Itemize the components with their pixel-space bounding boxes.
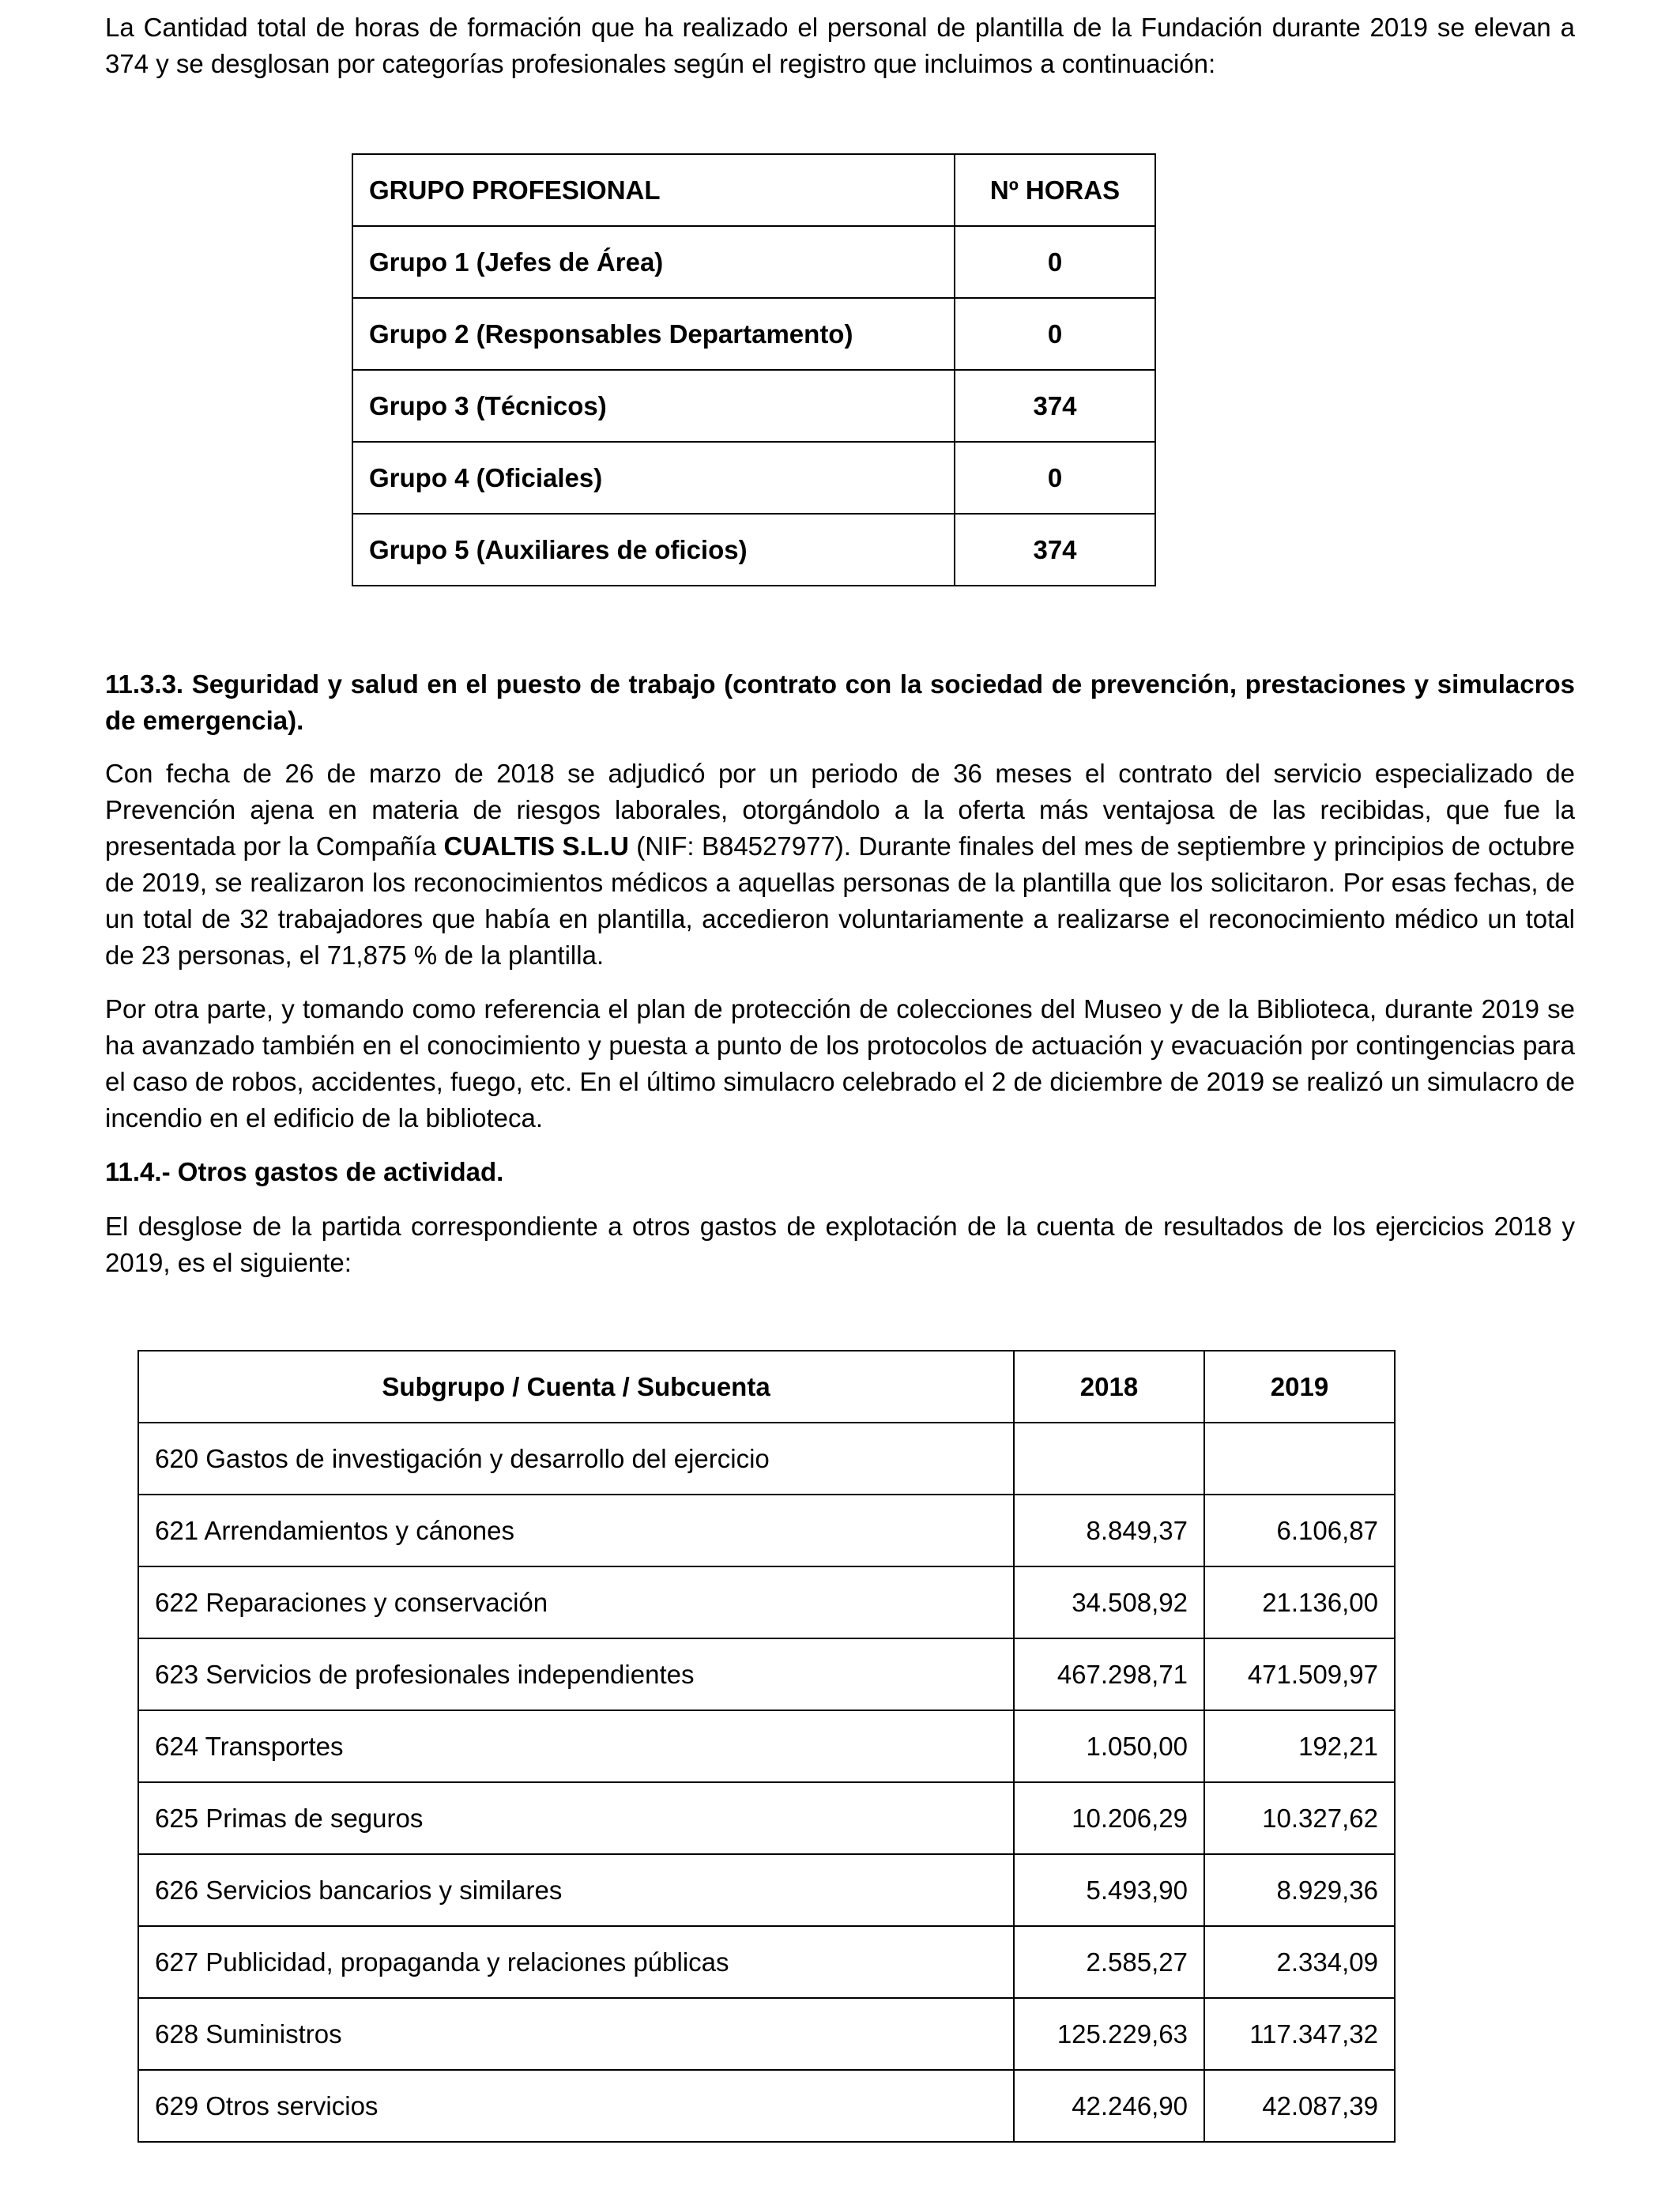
value-2018-cell: 42.246,90 [1014, 2070, 1204, 2142]
account-cell: 620 Gastos de investigación y desarrollo del ejercicio [138, 1423, 1014, 1495]
table-row [138, 1566, 1395, 1638]
intro-paragraph: La Cantidad total de horas de formación que ha realizado el personal de plantilla de la Fundación durante 2019 se elevan a 374 y se desglosan por categorías profesionales según el registro que incluimos a continuación: [105, 13, 1575, 78]
table-row [138, 1926, 1395, 1998]
p1-text-before: Con fecha de 26 de marzo de 2018 se adjudicó por un periodo de 36 meses el contrato del servicio especializado de Prevención ajena en materia de riesgos laborales, otorgándolo a la oferta más ventajosa de las recibidas, que fue la presentada por la Compañía [105, 759, 1575, 861]
value-2019-cell: 42.087,39 [1204, 2070, 1395, 2142]
account-cell: 621 Arrendamientos y cánones [138, 1495, 1014, 1566]
value-2019-cell: 10.327,62 [1204, 1782, 1395, 1854]
group-cell: Grupo 5 (Auxiliares de oficios) [352, 514, 955, 586]
header-2019: 2019 [1204, 1351, 1395, 1423]
header-subgrupo: Subgrupo / Cuenta / Subcuenta [138, 1351, 1014, 1423]
value-2018-cell [1014, 1423, 1204, 1495]
value-2019-cell: 6.106,87 [1204, 1495, 1395, 1566]
table-row [138, 1423, 1395, 1495]
value-2018-cell: 1.050,00 [1014, 1710, 1204, 1782]
value-2018-cell: 2.585,27 [1014, 1926, 1204, 1998]
expenses-intro-paragraph: El desglose de la partida correspondiente a otros gastos de explotación de la cuenta de resultados de los ejercicios 2018 y 2019, es el siguiente: [105, 1212, 1575, 1277]
account-cell: 628 Suministros [138, 1998, 1014, 2070]
p1-text-after: (NIF: B84527977). Durante finales del mes de septiembre y principios de octubre de 2019, se realizaron los reconocimientos médicos a aquellas personas de la plantilla que los solicitaron. Por esas fechas, de un total de 32 trabajadores que había en plantilla, accedieron voluntariamente a realizarse el reconocimiento médico un total de 23 personas, el 71,875 % de la plantilla. [105, 831, 1576, 970]
account-cell: 626 Servicios bancarios y similares [138, 1854, 1014, 1926]
account-cell: 625 Primas de seguros [138, 1782, 1014, 1854]
value-2019-cell [1204, 1423, 1395, 1495]
table-row [352, 514, 1155, 586]
table-row [352, 298, 1155, 370]
account-cell: 622 Reparaciones y conservación [138, 1566, 1014, 1638]
table-row [138, 1710, 1395, 1782]
table-row [138, 1782, 1395, 1854]
table-header-row [138, 1351, 1395, 1423]
account-cell: 627 Publicidad, propaganda y relaciones públicas [138, 1926, 1014, 1998]
section-11-4-heading: 11.4.- Otros gastos de actividad. [105, 1157, 504, 1186]
account-cell: 624 Transportes [138, 1710, 1014, 1782]
account-cell: 629 Otros servicios [138, 2070, 1014, 2142]
value-2018-cell: 125.229,63 [1014, 1998, 1204, 2070]
table-row [138, 2070, 1395, 2142]
hours-cell: 0 [955, 442, 1155, 514]
company-name: CUALTIS S.L.U [443, 831, 629, 861]
value-2018-cell: 34.508,92 [1014, 1566, 1204, 1638]
header-horas: Nº HORAS [955, 154, 1155, 226]
group-cell: Grupo 1 (Jefes de Área) [352, 226, 955, 298]
value-2019-cell: 192,21 [1204, 1710, 1395, 1782]
value-2019-cell: 117.347,32 [1204, 1998, 1395, 2070]
training-hours-table [352, 153, 1156, 586]
table-row [352, 370, 1155, 442]
table-row [352, 442, 1155, 514]
hours-cell: 0 [955, 226, 1155, 298]
section-11-3-3-heading: 11.3.3. Seguridad y salud en el puesto de trabajo (contrato con la sociedad de prevención, prestaciones y simulacros de emergencia). [105, 669, 1575, 735]
value-2018-cell: 5.493,90 [1014, 1854, 1204, 1926]
account-cell: 623 Servicios de profesionales independientes [138, 1638, 1014, 1710]
value-2019-cell: 21.136,00 [1204, 1566, 1395, 1638]
table-row [138, 1854, 1395, 1926]
hours-cell: 374 [955, 370, 1155, 442]
group-cell: Grupo 4 (Oficiales) [352, 442, 955, 514]
value-2019-cell: 2.334,09 [1204, 1926, 1395, 1998]
table-row [138, 1998, 1395, 2070]
prevention-contract-paragraph [105, 756, 1575, 974]
value-2018-cell: 10.206,29 [1014, 1782, 1204, 1854]
table-row [138, 1638, 1395, 1710]
group-cell: Grupo 3 (Técnicos) [352, 370, 955, 442]
group-cell: Grupo 2 (Responsables Departamento) [352, 298, 955, 370]
hours-cell: 0 [955, 298, 1155, 370]
value-2019-cell: 8.929,36 [1204, 1854, 1395, 1926]
header-grupo-profesional: GRUPO PROFESIONAL [352, 154, 955, 226]
table-row [138, 1495, 1395, 1566]
table-row [352, 226, 1155, 298]
other-expenses-table [137, 1350, 1396, 2143]
value-2018-cell: 8.849,37 [1014, 1495, 1204, 1566]
header-2018: 2018 [1014, 1351, 1204, 1423]
hours-cell: 374 [955, 514, 1155, 586]
value-2019-cell: 471.509,97 [1204, 1638, 1395, 1710]
protection-plan-paragraph: Por otra parte, y tomando como referencia el plan de protección de colecciones del Museo y de la Biblioteca, durante 2019 se ha avanzado también en el conocimiento y puesta a punto de los protocolos de actuación y evacuación por contingencias para el caso de robos, accidentes, fuego, etc. En el último simulacro celebrado el 2 de diciembre de 2019 se realizó un simulacro de incendio en el edificio de la biblioteca. [105, 994, 1575, 1133]
table-header-row [352, 154, 1155, 226]
value-2018-cell: 467.298,71 [1014, 1638, 1204, 1710]
